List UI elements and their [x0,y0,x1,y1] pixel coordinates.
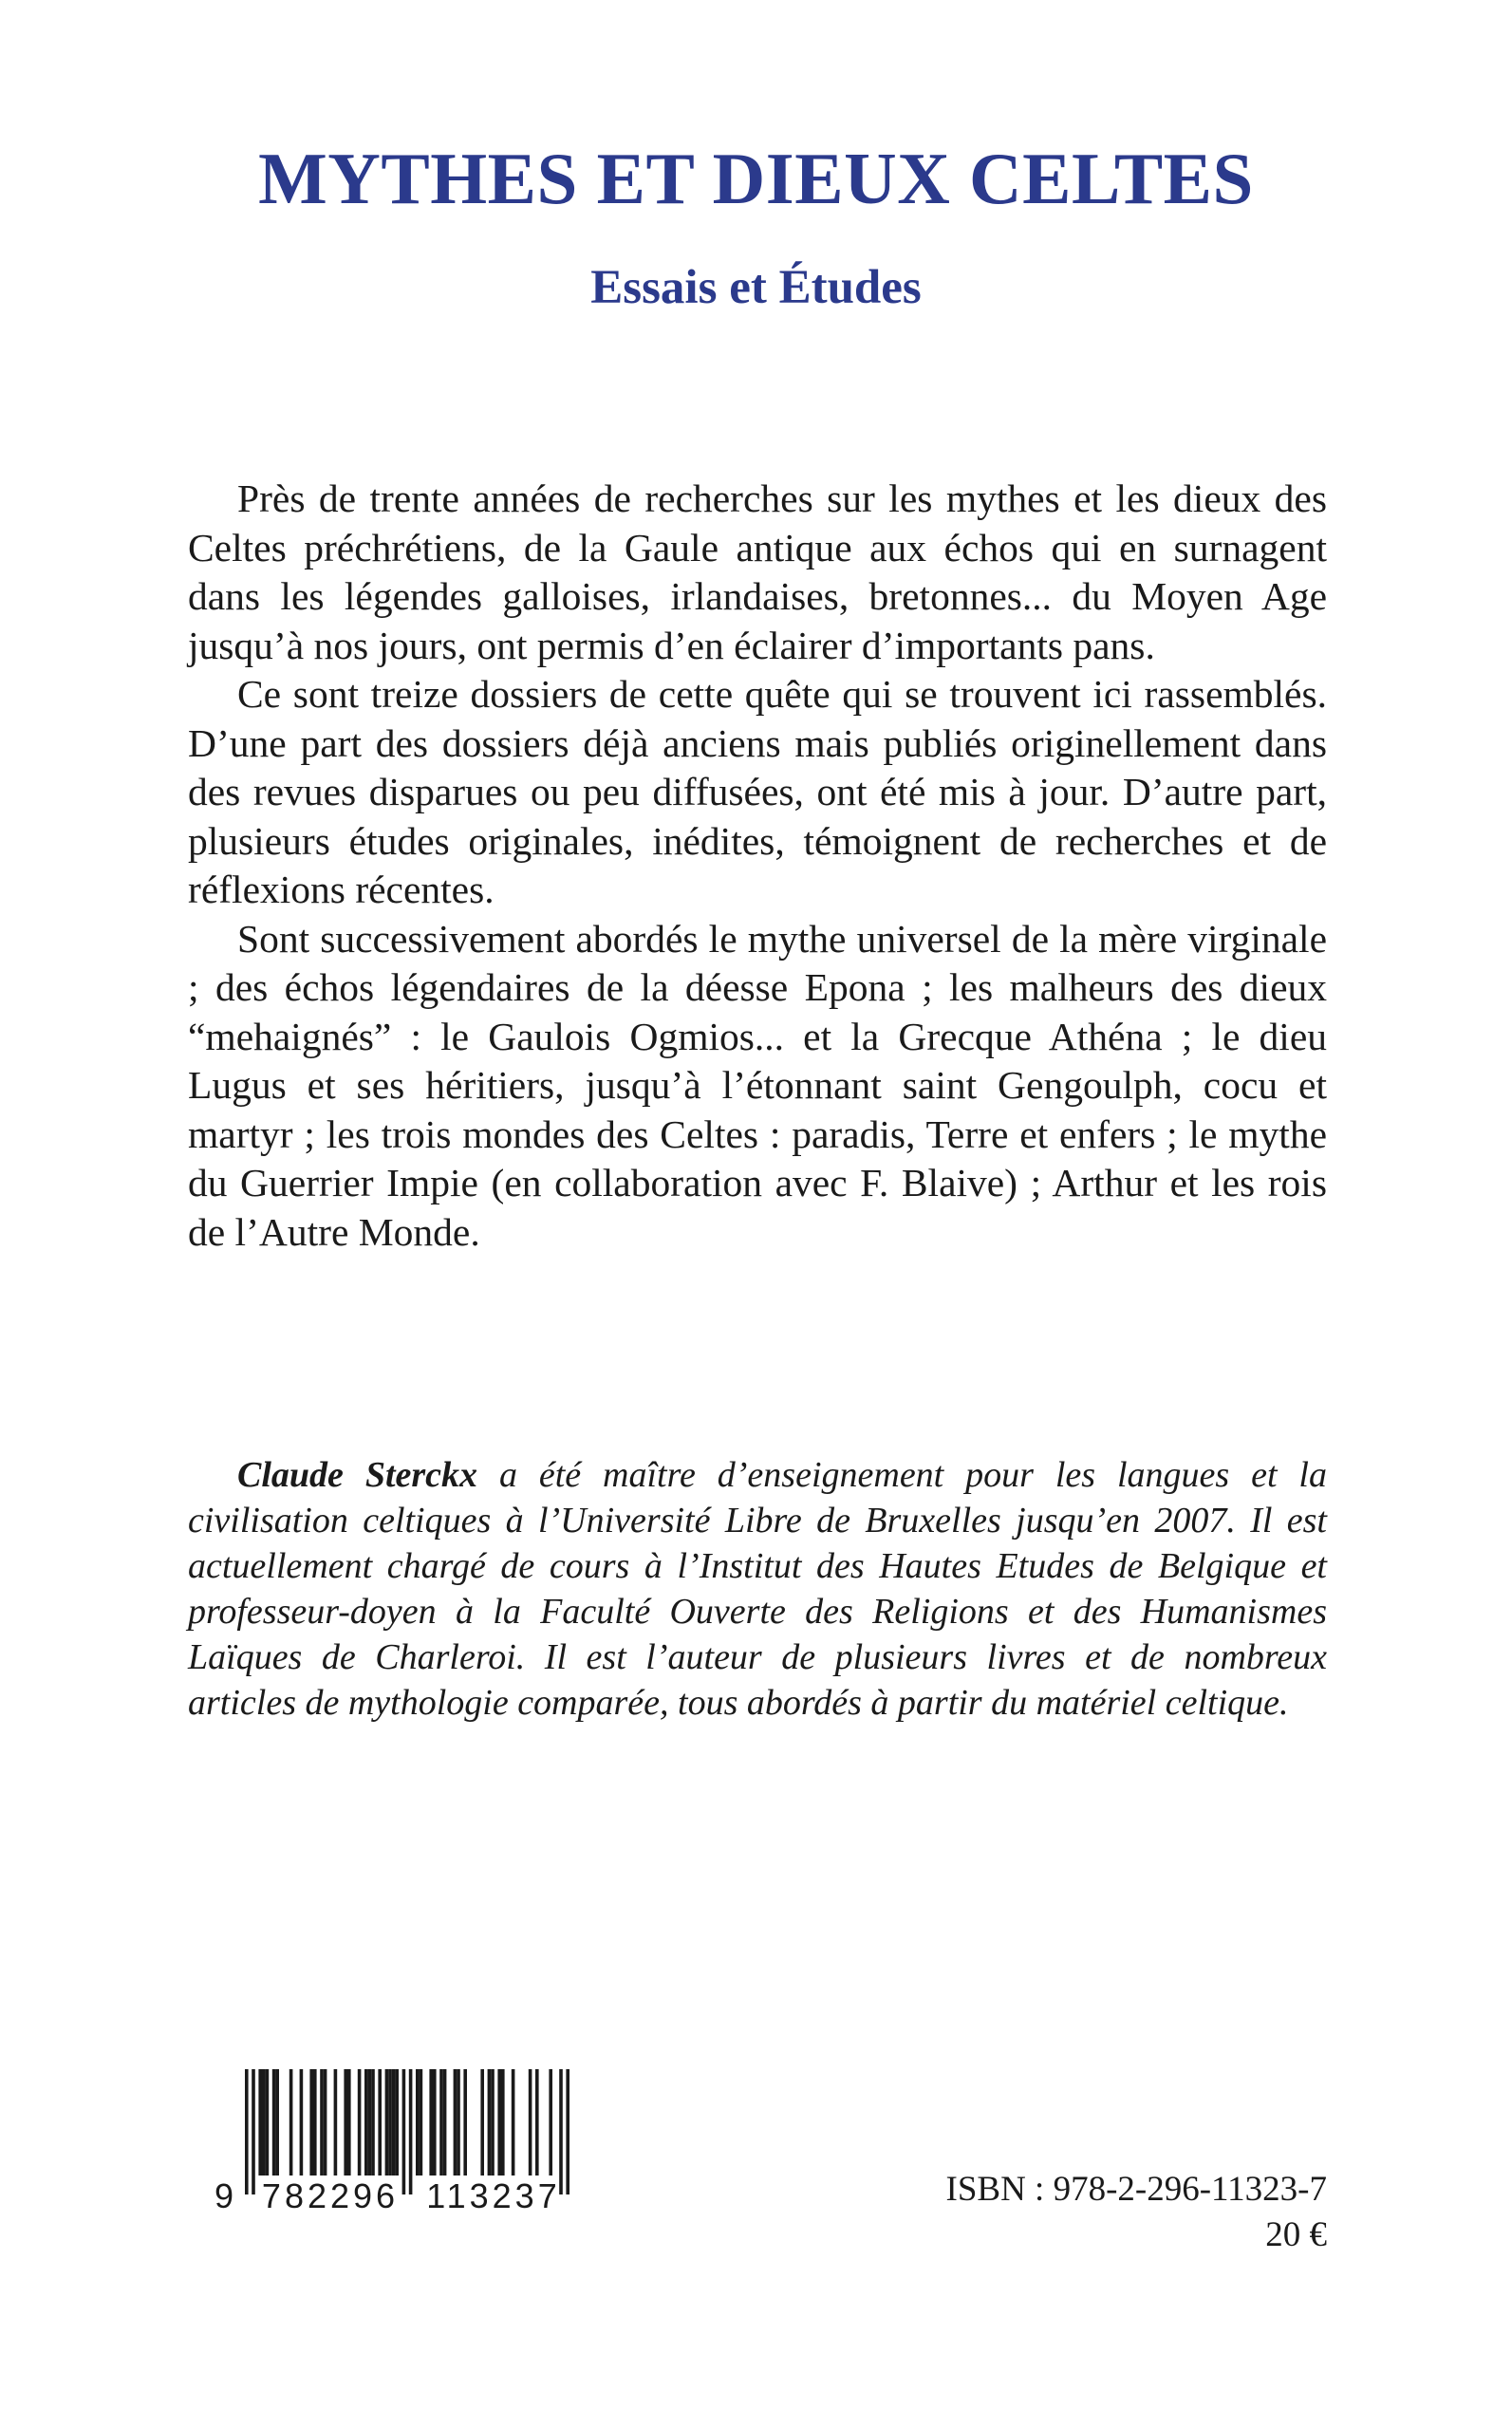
barcode-bar [529,2069,532,2176]
barcode-bar [320,2069,324,2176]
barcode-bar [457,2069,460,2176]
barcode-bar [378,2069,382,2176]
book-subtitle: Essais et Études [590,261,922,314]
barcode-bar [385,2069,389,2176]
barcode-bar [388,2069,392,2176]
barcode-guard-bar [402,2069,406,2194]
price: 20 € [1265,2215,1327,2254]
blurb-paragraph: Ce sont treize dossiers de cette quête qui se trouvent ici rassemblés. D’une part des dossiers déjà anciens mais publiés originellement dans des revues disparues ou peu diffusées, ont été mis à jour. D’autre part, plusieurs études originales, inédites, témoignent de recherches et de réflexions récentes. [188,672,1327,911]
barcode-guard-bar [409,2069,413,2194]
barcode-bar [395,2069,399,2176]
barcode-bar [371,2069,375,2176]
author-name: Claude Sterckx [237,1455,478,1495]
barcode-bar [309,2069,313,2176]
blurb [188,475,1327,1257]
barcode-bar [392,2069,396,2176]
barcode-bar [439,2069,443,2176]
barcode-bar [358,2069,362,2176]
barcode-bar [420,2069,423,2176]
barcode-first-digit: 9 [214,2176,234,2215]
barcode-bar [480,2069,484,2176]
barcode-guard-bar [252,2069,255,2194]
barcode-bar [272,2069,276,2176]
barcode-graphic [214,2069,591,2215]
barcode-bar [488,2069,492,2176]
barcode-bar [266,2069,270,2176]
barcode-bar [549,2069,552,2176]
blurb-paragraph: Sont successivement abordés le mythe universel de la mère virginale ; des échos légendaires de la déesse Epona ; les malheurs des dieux “mehaignés” : le Gaulois Ogmios... et la Grecque Athéna ; le dieu Lugus et ses héritiers, jusqu’à l’étonnant saint Gengoulph, cocu et martyr ; les trois mondes des Celtes : paradis, Terre et enfers ; le mythe du Guerrier Impie (en collaboration avec F. Blaive) ; Arthur et les rois de l’Autre Monde. [188,916,1327,1254]
barcode-bar [443,2069,447,2176]
barcode-bar [368,2069,372,2176]
barcode [214,2069,591,2215]
isbn: ISBN : 978-2-296-11323-7 [945,2170,1327,2209]
barcode-bar [454,2069,457,2176]
barcode-bar [491,2069,495,2176]
barcode-bar [300,2069,304,2176]
barcode-bar [512,2069,515,2176]
barcode-guard-bar [245,2069,249,2194]
barcode-bar [313,2069,317,2176]
barcode-bar [433,2069,437,2176]
barcode-bar [463,2069,467,2176]
barcode-bar [535,2069,539,2176]
book-title: MYTHES ET DIEUX CELTES [258,138,1254,219]
barcode-bar [258,2069,262,2176]
barcode-bar [344,2069,347,2176]
barcode-bar [497,2069,501,2176]
barcode-bar [275,2069,279,2176]
barcode-bar [416,2069,420,2176]
barcode-bar [289,2069,293,2176]
barcode-right-digits: 113237 [426,2176,561,2215]
barcode-bar [429,2069,433,2176]
barcode-bar [324,2069,327,2176]
barcode-bar [347,2069,351,2176]
barcode-bar [262,2069,266,2176]
barcode-bar [364,2069,368,2176]
author-bio-text: a été maître d’enseignement pour les langues et la civilisation celtiques à l’Université Libre de Bruxelles jusqu’en 2007. Il est actuellement chargé de cours à l’Institut des Hautes Etudes de Belgique et professeur-doyen à la Faculté Ouverte des Religions et des Humanismes Laïques de Charleroi. Il est l’auteur de plusieurs livres et de nombreux articles de mythologie comparée, tous abordés à partir du matériel celtique. [188,1455,1327,1723]
barcode-bar [334,2069,338,2176]
barcode-guard-bar [566,2069,569,2194]
barcode-left-digits: 782296 [261,2176,400,2215]
barcode-bar [501,2069,505,2176]
blurb-paragraph: Près de trente années de recherches sur les mythes et les dieux des Celtes préchrétiens, de la Gaule antique aux échos qui en surnagent dans les légendes galloises, irlandaises, bretonnes... du Moyen Age jusqu’à nos jours, ont permis d’en éclairer d’importants pans. [188,476,1327,667]
author-bio [188,1452,1327,1726]
